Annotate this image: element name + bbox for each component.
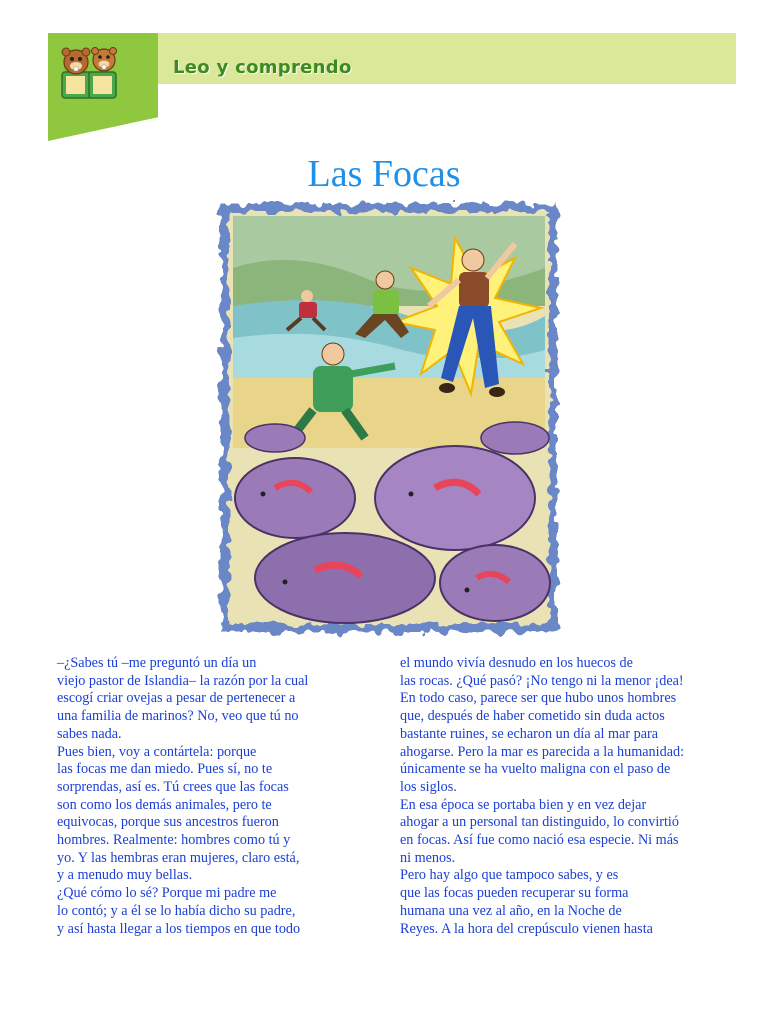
- text-line: que las focas pueden recuperar su forma: [400, 885, 629, 902]
- text-line: viejo pastor de Islandia– la razón por la cual: [57, 672, 309, 689]
- story-text-left-column: [57, 655, 308, 938]
- text-line: y así hasta llegar a los tiempos en que todo: [57, 920, 301, 937]
- text-line: ¿Qué cómo lo sé? Porque mi padre me: [57, 885, 277, 902]
- text-line: son como los demás animales, pero te: [57, 796, 272, 813]
- text-line: y a menudo muy bellas.: [57, 867, 193, 884]
- text-line: una familia de marinos? No, veo que tú no: [57, 708, 299, 725]
- story-illustration: [215, 198, 563, 638]
- text-line: sorprendas, así es. Tú crees que las focas: [57, 778, 289, 795]
- text-line: sabes nada.: [57, 725, 122, 742]
- page-title: Las Focas: [307, 153, 461, 195]
- text-line: Pues bien, voy a contártela: porque: [57, 743, 257, 760]
- reading-beavers-icon: [54, 38, 124, 104]
- text-line: En esa época se portaba bien y en vez dejar: [400, 796, 647, 813]
- text-line: ni menos.: [400, 849, 456, 866]
- text-line: en focas. Así fue como nació esa especie. Ni más: [400, 832, 679, 849]
- text-line: –¿Sabes tú –me preguntó un día un: [57, 655, 257, 671]
- story-text-right-column: [400, 655, 684, 938]
- text-line: Pero hay algo que tampoco sabes, y es: [400, 867, 619, 884]
- text-line: bastante ruines, se echaron un día al mar para: [400, 725, 659, 742]
- text-line: el mundo vivía desnudo en los huecos de: [400, 655, 633, 671]
- text-line: escogí criar ovejas a pesar de pertenecer a: [57, 690, 296, 707]
- text-line: las rocas. ¿Qué pasó? ¡No tengo ni la menor ¡dea!: [400, 672, 684, 689]
- section-title: Leo y comprendo: [173, 57, 352, 78]
- text-line: únicamente se ha vuelto maligna con el paso de: [400, 761, 671, 778]
- text-line: equivocas, porque sus ancestros fueron: [57, 814, 279, 831]
- text-line: las focas me dan miedo. Pues sí, no te: [57, 761, 273, 778]
- text-line: En todo caso, parece ser que hubo unos hombres: [400, 690, 677, 707]
- text-line: humana una vez al año, en la Noche de: [400, 902, 622, 919]
- text-line: los siglos.: [400, 778, 457, 795]
- text-line: hombres. Realmente: hombres como tú y: [57, 832, 291, 849]
- text-line: ahogar a un personal tan distinguido, lo convirtió: [400, 814, 679, 831]
- text-line: ahogarse. Pero la mar es parecida a la humanidad:: [400, 743, 685, 760]
- text-line: que, después de haber cometido sin duda actos: [400, 708, 665, 725]
- text-line: lo contó; y a él se lo había dicho su padre,: [57, 902, 296, 919]
- text-line: Reyes. A la hora del crepúsculo vienen hasta: [400, 920, 653, 937]
- text-line: yo. Y las hembras eran mujeres, claro está,: [57, 849, 300, 866]
